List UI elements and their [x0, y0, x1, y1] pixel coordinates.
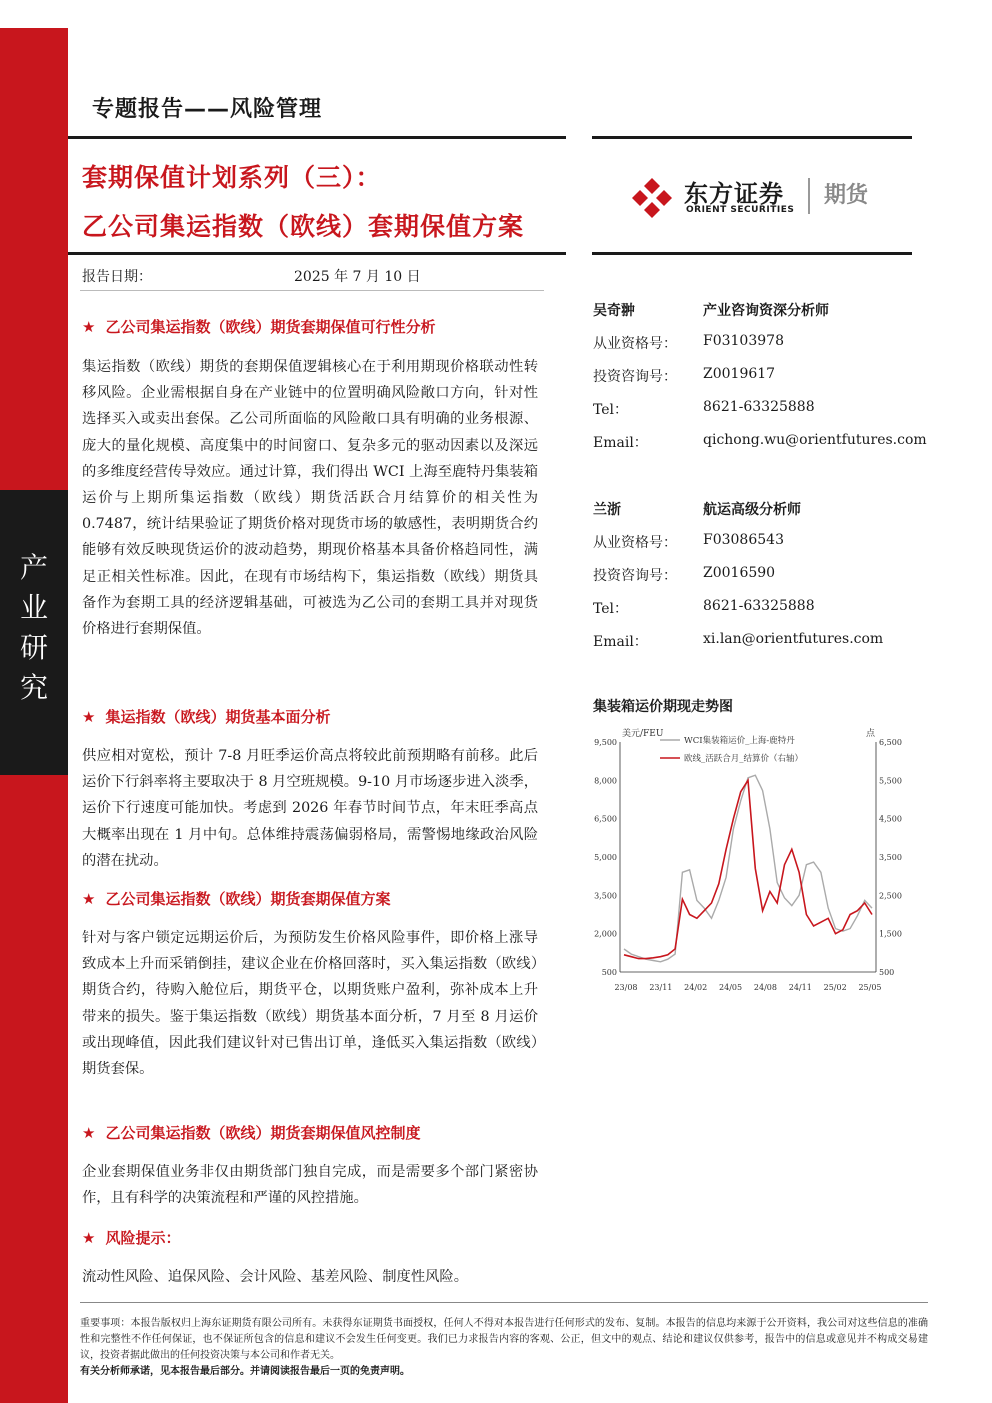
analyst-header [593, 499, 923, 519]
x-tick-label: 24/08 [753, 983, 777, 992]
info-key: Email： [593, 435, 648, 451]
y-tick-label-right: 2,500 [879, 891, 902, 901]
y-tick-label-right: 5,500 [879, 776, 902, 786]
side-char: 究 [19, 671, 48, 704]
star-icon: ★ [82, 318, 96, 336]
analyst-info-row [593, 399, 923, 419]
divider [592, 252, 912, 255]
y-tick-label-left: 3,500 [594, 891, 617, 901]
logo-separator [808, 178, 810, 214]
x-tick-label: 23/08 [614, 983, 638, 992]
footer [80, 1316, 928, 1380]
side-category-label [0, 548, 68, 708]
y-tick-label-right: 500 [879, 968, 895, 977]
logo-text-en: ORIENT SECURITIES [686, 205, 795, 215]
section-heading [82, 888, 390, 909]
legend-label: 欧线_活跃合月_结算价（右轴） [684, 754, 804, 764]
side-char: 研 [19, 631, 48, 664]
info-key: 从业资格号： [593, 535, 677, 551]
analyst-info-row [593, 432, 927, 452]
x-tick-label: 25/05 [858, 983, 882, 992]
y-axis-left-label: 美元/FEU [622, 729, 664, 739]
company-logo [630, 172, 880, 222]
section-body: 集运指数（欧线）期货的套期保值逻辑核心在于利用期现价格联动性转移风险。企业需根据自身在产业链中的位置明确风险敞口方向，针对性选择买入或卖出套保。乙公司所面临的风险敞口具有明确的业务根源、庞大的量化规模、高度集中的时间窗口、复杂多元的驱动因素以及深远的多维度经营传导效应。通过计算，我们得出 WCI 上海至鹿特丹集装箱运价与上期所集运指数（欧线）期货活跃合月结算价的相关性为 0.7487，统计结果验证了期货价格对现货市场的敏感性，表明期货合约能够有效反映现货运价的波动趋势，期现价格基本具备价格趋同性，满足正相关性标准。因此，在现有市场结构下，集运指数（欧线）期货具备作为套期工具的经济逻辑基础，可被选为乙公司的套期工具并对现货价格进行套期保值。 [82, 359, 538, 638]
section-heading-text: 乙公司集运指数（欧线）期货套期保值方案 [105, 890, 391, 908]
section-body: 供应相对宽松，预计 7-8 月旺季运价高点将较此前预期略有前移。此后运价下行斜率将主要取决于 8 月空班规模。9-10 月市场逐步进入淡季，运价下行速度可能加快。考虑到 2026 年春节时间节点，年末旺季高点大概率出现在 1 月中旬。总体维持震荡偏弱格局，需警惕地缘政治风险的潜在扰动。 [82, 748, 538, 869]
chart-title: 集装箱运价期现走势图 [593, 699, 733, 715]
section-heading [82, 706, 330, 727]
info-value: Z0019617 [703, 366, 776, 382]
divider [80, 290, 544, 291]
logo-subbrand: 期货 [824, 183, 869, 208]
main-title-line2: 乙公司集运指数（欧线）套期保值方案 [82, 212, 525, 241]
star-icon: ★ [82, 1229, 96, 1247]
y-tick-label-left: 2,000 [594, 929, 617, 939]
info-value: Z0016590 [703, 565, 776, 581]
section-body: 流动性风险、追保风险、会计风险、基差风险、制度性风险。 [82, 1269, 469, 1285]
info-value: F03103978 [703, 333, 784, 349]
star-icon: ★ [82, 708, 96, 726]
star-icon: ★ [82, 890, 96, 908]
info-key: Email： [593, 634, 648, 650]
divider [68, 136, 566, 139]
info-key: 投资咨询号： [593, 568, 677, 584]
email-link[interactable]: qichong.wu@orientfutures.com [703, 432, 927, 448]
analyst-role: 航运高级分析师 [703, 502, 801, 518]
section-heading-text: 乙公司集运指数（欧线）期货套期保值风控制度 [105, 1124, 421, 1142]
analyst-name: 兰浙 [593, 502, 621, 518]
section-heading-text: 乙公司集运指数（欧线）期货套期保值可行性分析 [105, 318, 436, 336]
analyst-info-row [593, 333, 923, 353]
legend-label: WCI集装箱运价_上海-鹿特丹 [684, 736, 795, 746]
divider [80, 1302, 928, 1303]
x-tick-label: 24/11 [788, 983, 812, 992]
section-heading-text: 风险提示： [105, 1229, 181, 1247]
main-title-line1: 套期保值计划系列（三）： [82, 163, 382, 192]
x-tick-label: 25/02 [823, 983, 847, 992]
divider [68, 252, 566, 255]
section-body: 企业套期保值业务非仅由期货部门独自完成，而是需要多个部门紧密协作，且有科学的决策流程和严谨的风控措施。 [82, 1164, 538, 1207]
info-value: 8621-63325888 [703, 399, 815, 415]
analyst-info-row [593, 532, 923, 552]
orient-logo-icon [630, 176, 674, 220]
disclaimer-text: 重要事项：本报告版权归上海东证期货有限公司所有。未获得东证期货书面授权，任何人不得对本报告进行任何形式的发布、复制。本报告的信息均来源于公开资料，我公司对这些信息的准确性和完整性不作任何保证，也不保证所包含的信息和建议不会发生任何变更。我们已力求报告内容的客观、公正，但文中的观点、结论和建议仅供参考，报告中的信息或意见并不构成交易建议，投资者据此做出的任何投资决策与本公司和作者无关。 [80, 1318, 928, 1361]
y-tick-label-left: 8,000 [594, 776, 617, 786]
star-icon: ★ [82, 1124, 96, 1142]
info-value: F03086543 [703, 532, 784, 548]
y-tick-label-right: 4,500 [879, 814, 902, 824]
analyst-info-row [593, 631, 923, 651]
y-tick-label-right: 3,500 [879, 853, 902, 862]
section-heading-text: 集运指数（欧线）期货基本面分析 [105, 708, 331, 726]
info-key: Tel： [593, 601, 629, 617]
info-value: 8621-63325888 [703, 598, 815, 614]
analyst-name: 吴奇翀 [593, 303, 635, 319]
x-tick-label: 24/02 [684, 983, 708, 992]
report-type-title: 专题报告——风险管理 [92, 97, 323, 122]
report-date-value: 2025 年 7 月 10 日 [294, 269, 421, 285]
y-tick-label-left: 6,500 [594, 814, 617, 824]
y-tick-label-right: 6,500 [879, 738, 902, 747]
section-body: 针对与客户锁定远期运价后，为预防发生价格风险事件，即价格上涨导致成本上升而采销倒挂，建议企业在价格回落时，买入集运指数（欧线）期货合约，待购入舱位后，期货平仓，以期货账户盈利，弥补成本上升带来的损失。鉴于集运指数（欧线）期货基本面分析，7 月至 8 月运价或出现峰值，因此我们建议针对已售出订单，逢低买入集运指数（欧线）期货套保。 [82, 930, 538, 1078]
section-heading [82, 1227, 180, 1248]
divider [592, 136, 912, 139]
side-char: 产 [19, 551, 48, 584]
section-heading [82, 316, 435, 337]
y-tick-label-left: 5,000 [594, 853, 617, 862]
info-key: 投资咨询号： [593, 369, 677, 385]
x-tick-label: 24/05 [719, 983, 743, 992]
logo-text-cn: 东方证券 [684, 180, 784, 208]
info-key: 从业资格号： [593, 336, 677, 352]
analyst-info-row [593, 598, 923, 618]
analyst-role: 产业咨询资深分析师 [703, 303, 829, 319]
y-tick-label-left: 500 [601, 968, 617, 977]
y-axis-right-label: 点 [866, 729, 876, 739]
info-key: Tel： [593, 402, 629, 418]
price-trend-chart [590, 724, 920, 999]
email-link[interactable]: xi.lan@orientfutures.com [703, 631, 884, 647]
series-line-futures [624, 780, 872, 958]
analyst-info-row [593, 565, 923, 585]
y-tick-label-left: 9,500 [594, 738, 617, 747]
y-tick-label-right: 1,500 [879, 929, 902, 939]
report-date-label: 报告日期： [82, 269, 152, 285]
side-char: 业 [19, 591, 48, 624]
analyst-note: 有关分析师承诺，见本报告最后部分。并请阅读报告最后一页的免责声明。 [80, 1366, 410, 1377]
analyst-header [593, 300, 923, 320]
x-tick-label: 23/11 [649, 983, 673, 992]
analyst-info-row [593, 366, 923, 386]
section-heading [82, 1122, 420, 1143]
